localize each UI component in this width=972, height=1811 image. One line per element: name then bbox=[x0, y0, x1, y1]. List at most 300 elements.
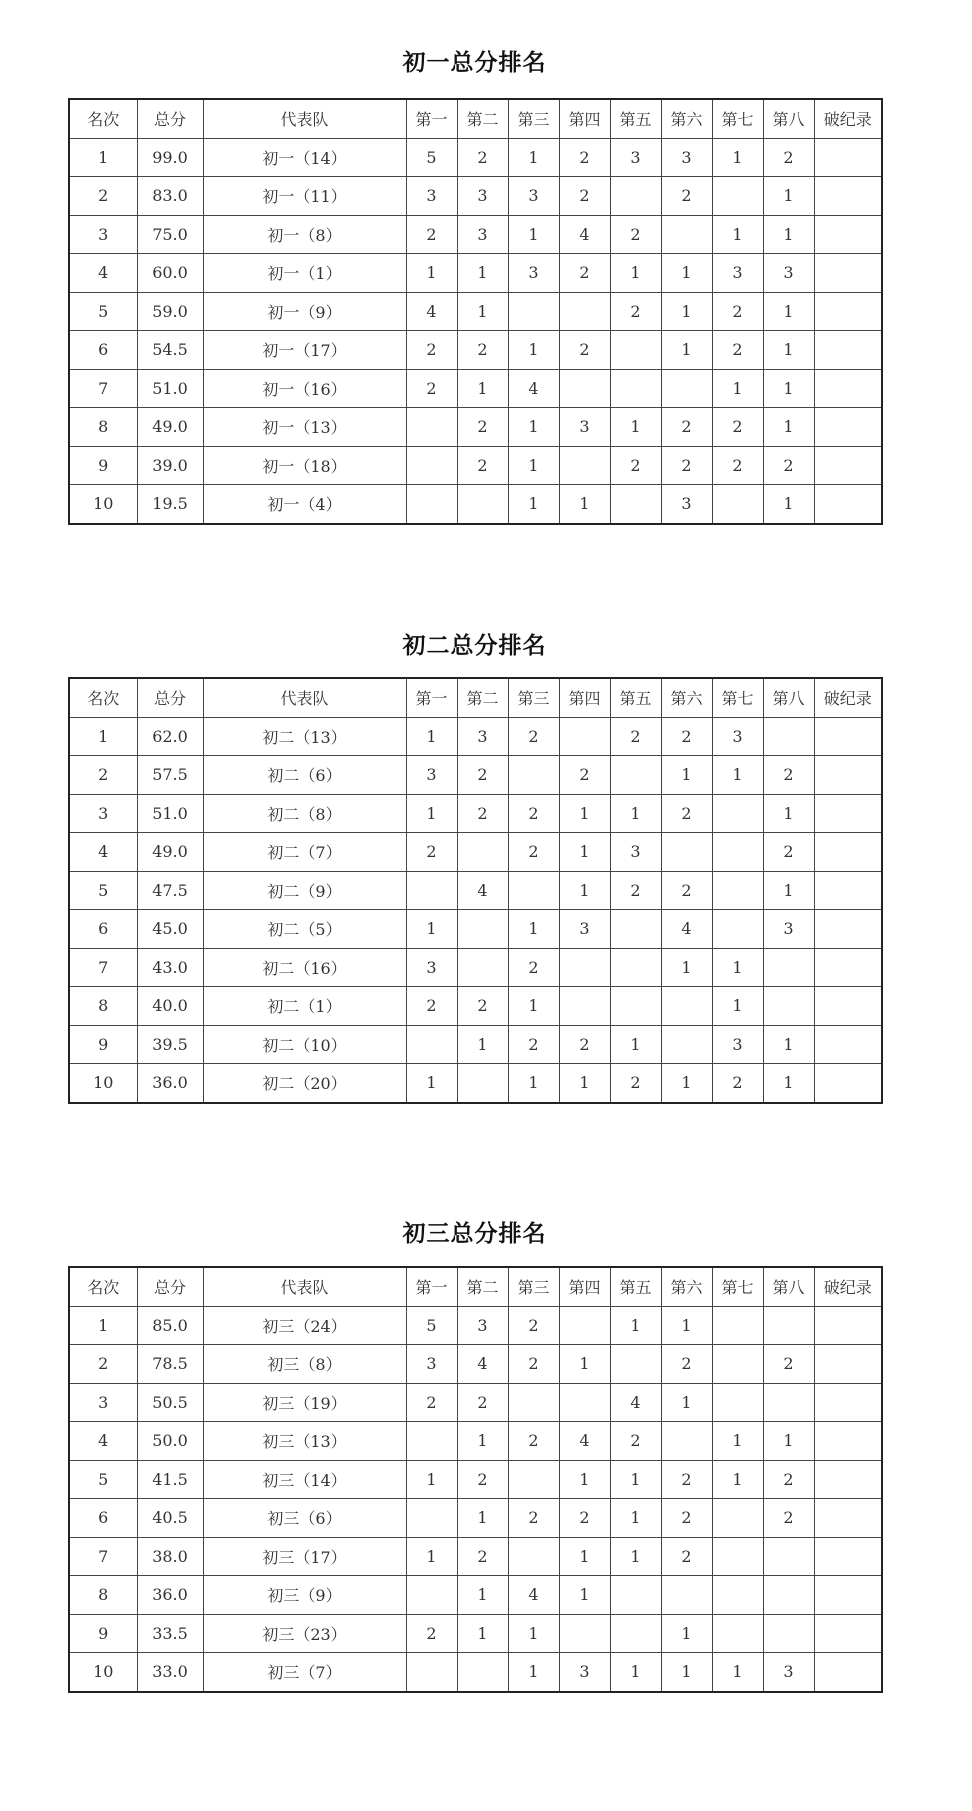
cell-place-7: 2 bbox=[712, 408, 763, 447]
cell-record-broken bbox=[814, 292, 882, 331]
cell-record-broken bbox=[814, 485, 882, 524]
cell-place-5: 2 bbox=[610, 1064, 661, 1103]
header-row bbox=[69, 678, 882, 717]
cell-total-score: 60.0 bbox=[137, 254, 203, 293]
header-place-8: 第八 bbox=[763, 1267, 814, 1306]
cell-total-score: 51.0 bbox=[137, 369, 203, 408]
cell-place-7 bbox=[712, 1614, 763, 1653]
table-row bbox=[69, 833, 882, 872]
cell-record-broken bbox=[814, 1422, 882, 1461]
cell-place-3 bbox=[508, 1460, 559, 1499]
cell-total-score: 99.0 bbox=[137, 138, 203, 177]
cell-place-5: 4 bbox=[610, 1383, 661, 1422]
cell-team: 初一（1） bbox=[203, 254, 406, 293]
cell-team: 初一（11） bbox=[203, 177, 406, 216]
cell-place-8: 1 bbox=[763, 794, 814, 833]
cell-total-score: 41.5 bbox=[137, 1460, 203, 1499]
cell-place-8: 1 bbox=[763, 485, 814, 524]
grade2-title: 初二总分排名 bbox=[402, 632, 547, 659]
cell-place-7: 1 bbox=[712, 138, 763, 177]
header-total-score: 总分 bbox=[137, 1267, 203, 1306]
cell-total-score: 54.5 bbox=[137, 331, 203, 370]
cell-place-5: 1 bbox=[610, 1537, 661, 1576]
cell-place-5: 2 bbox=[610, 1422, 661, 1461]
cell-place-2 bbox=[457, 1064, 508, 1103]
cell-place-2: 1 bbox=[457, 1614, 508, 1653]
cell-place-4 bbox=[559, 369, 610, 408]
cell-rank: 10 bbox=[69, 485, 137, 524]
cell-place-5 bbox=[610, 756, 661, 795]
cell-place-6: 1 bbox=[661, 756, 712, 795]
header-place-2: 第二 bbox=[457, 1267, 508, 1306]
cell-place-4: 1 bbox=[559, 833, 610, 872]
cell-team: 初一（4） bbox=[203, 485, 406, 524]
cell-place-3: 1 bbox=[508, 1064, 559, 1103]
table-row bbox=[69, 369, 882, 408]
header-place-4: 第四 bbox=[559, 1267, 610, 1306]
cell-team: 初三（6） bbox=[203, 1499, 406, 1538]
cell-team: 初一（13） bbox=[203, 408, 406, 447]
cell-place-1: 3 bbox=[406, 1345, 457, 1384]
header-row bbox=[69, 1267, 882, 1306]
cell-record-broken bbox=[814, 408, 882, 447]
cell-place-3: 2 bbox=[508, 794, 559, 833]
cell-place-5: 1 bbox=[610, 794, 661, 833]
cell-place-1: 1 bbox=[406, 1460, 457, 1499]
cell-place-2: 3 bbox=[457, 717, 508, 756]
cell-rank: 3 bbox=[69, 215, 137, 254]
cell-record-broken bbox=[814, 833, 882, 872]
cell-total-score: 85.0 bbox=[137, 1306, 203, 1345]
cell-place-8: 2 bbox=[763, 756, 814, 795]
cell-record-broken bbox=[814, 717, 882, 756]
cell-place-4 bbox=[559, 292, 610, 331]
table-row bbox=[69, 910, 882, 949]
cell-rank: 6 bbox=[69, 331, 137, 370]
header-place-6: 第六 bbox=[661, 1267, 712, 1306]
cell-rank: 3 bbox=[69, 1383, 137, 1422]
cell-rank: 8 bbox=[69, 987, 137, 1026]
header-place-5: 第五 bbox=[610, 1267, 661, 1306]
header-place-3: 第三 bbox=[508, 99, 559, 138]
cell-rank: 3 bbox=[69, 794, 137, 833]
cell-place-8 bbox=[763, 987, 814, 1026]
cell-rank: 2 bbox=[69, 177, 137, 216]
table-row bbox=[69, 138, 882, 177]
cell-team: 初三（7） bbox=[203, 1653, 406, 1692]
cell-place-6 bbox=[661, 833, 712, 872]
cell-rank: 1 bbox=[69, 1306, 137, 1345]
cell-place-6: 1 bbox=[661, 292, 712, 331]
cell-place-8: 3 bbox=[763, 910, 814, 949]
cell-team: 初一（9） bbox=[203, 292, 406, 331]
table-row bbox=[69, 948, 882, 987]
table-row bbox=[69, 177, 882, 216]
cell-place-2: 2 bbox=[457, 1383, 508, 1422]
table-row bbox=[69, 446, 882, 485]
cell-place-2: 2 bbox=[457, 331, 508, 370]
cell-place-7: 1 bbox=[712, 215, 763, 254]
cell-place-3: 3 bbox=[508, 177, 559, 216]
table-row bbox=[69, 1460, 882, 1499]
cell-place-4: 3 bbox=[559, 1653, 610, 1692]
cell-team: 初二（5） bbox=[203, 910, 406, 949]
cell-place-7 bbox=[712, 177, 763, 216]
cell-place-7: 1 bbox=[712, 987, 763, 1026]
cell-place-2: 2 bbox=[457, 408, 508, 447]
cell-record-broken bbox=[814, 1576, 882, 1615]
cell-place-4: 1 bbox=[559, 1576, 610, 1615]
cell-place-1 bbox=[406, 871, 457, 910]
cell-place-6: 1 bbox=[661, 948, 712, 987]
cell-place-8: 1 bbox=[763, 215, 814, 254]
table-row bbox=[69, 215, 882, 254]
cell-place-1: 2 bbox=[406, 369, 457, 408]
cell-record-broken bbox=[814, 1460, 882, 1499]
header-record-broken: 破纪录 bbox=[814, 99, 882, 138]
header-rank: 名次 bbox=[69, 678, 137, 717]
cell-rank: 1 bbox=[69, 138, 137, 177]
cell-team: 初二（16） bbox=[203, 948, 406, 987]
cell-place-8: 1 bbox=[763, 292, 814, 331]
cell-total-score: 59.0 bbox=[137, 292, 203, 331]
table-row bbox=[69, 756, 882, 795]
header-place-3: 第三 bbox=[508, 678, 559, 717]
cell-place-7 bbox=[712, 910, 763, 949]
cell-place-2 bbox=[457, 1653, 508, 1692]
cell-place-4 bbox=[559, 987, 610, 1026]
cell-record-broken bbox=[814, 756, 882, 795]
cell-place-5: 2 bbox=[610, 871, 661, 910]
cell-place-1: 1 bbox=[406, 910, 457, 949]
header-record-broken: 破纪录 bbox=[814, 1267, 882, 1306]
cell-place-8: 1 bbox=[763, 1422, 814, 1461]
cell-record-broken bbox=[814, 1499, 882, 1538]
cell-place-7 bbox=[712, 833, 763, 872]
cell-place-3 bbox=[508, 292, 559, 331]
cell-place-7 bbox=[712, 1499, 763, 1538]
cell-place-8 bbox=[763, 1537, 814, 1576]
cell-place-2: 2 bbox=[457, 1537, 508, 1576]
cell-place-3: 1 bbox=[508, 1653, 559, 1692]
cell-record-broken bbox=[814, 369, 882, 408]
cell-place-1: 4 bbox=[406, 292, 457, 331]
cell-place-7 bbox=[712, 1345, 763, 1384]
table-row bbox=[69, 987, 882, 1026]
cell-place-3: 2 bbox=[508, 1345, 559, 1384]
header-place-8: 第八 bbox=[763, 99, 814, 138]
cell-place-1 bbox=[406, 446, 457, 485]
header-place-1: 第一 bbox=[406, 678, 457, 717]
cell-place-7: 3 bbox=[712, 254, 763, 293]
cell-rank: 10 bbox=[69, 1064, 137, 1103]
cell-total-score: 75.0 bbox=[137, 215, 203, 254]
cell-total-score: 45.0 bbox=[137, 910, 203, 949]
cell-place-4: 1 bbox=[559, 485, 610, 524]
cell-total-score: 83.0 bbox=[137, 177, 203, 216]
cell-place-1: 3 bbox=[406, 948, 457, 987]
cell-total-score: 39.5 bbox=[137, 1025, 203, 1064]
cell-total-score: 39.0 bbox=[137, 446, 203, 485]
cell-place-4: 1 bbox=[559, 1064, 610, 1103]
cell-place-8: 2 bbox=[763, 1499, 814, 1538]
table-row bbox=[69, 254, 882, 293]
cell-place-8: 1 bbox=[763, 369, 814, 408]
cell-place-8: 2 bbox=[763, 446, 814, 485]
cell-place-3: 1 bbox=[508, 485, 559, 524]
cell-place-7: 1 bbox=[712, 948, 763, 987]
table-row bbox=[69, 1537, 882, 1576]
cell-place-2: 3 bbox=[457, 1306, 508, 1345]
cell-total-score: 78.5 bbox=[137, 1345, 203, 1384]
grade3-ranking-table bbox=[68, 1266, 883, 1693]
cell-record-broken bbox=[814, 948, 882, 987]
cell-place-3: 2 bbox=[508, 1025, 559, 1064]
cell-record-broken bbox=[814, 331, 882, 370]
cell-place-8 bbox=[763, 1383, 814, 1422]
table-row bbox=[69, 1422, 882, 1461]
cell-place-1: 3 bbox=[406, 756, 457, 795]
header-rank: 名次 bbox=[69, 99, 137, 138]
cell-team: 初二（9） bbox=[203, 871, 406, 910]
header-place-7: 第七 bbox=[712, 99, 763, 138]
header-place-5: 第五 bbox=[610, 678, 661, 717]
cell-total-score: 36.0 bbox=[137, 1064, 203, 1103]
cell-place-5: 1 bbox=[610, 1025, 661, 1064]
table-row bbox=[69, 331, 882, 370]
cell-rank: 9 bbox=[69, 1614, 137, 1653]
cell-place-6: 1 bbox=[661, 1383, 712, 1422]
cell-place-7 bbox=[712, 1537, 763, 1576]
cell-rank: 4 bbox=[69, 833, 137, 872]
cell-place-6 bbox=[661, 1025, 712, 1064]
cell-place-1: 5 bbox=[406, 138, 457, 177]
cell-total-score: 33.5 bbox=[137, 1614, 203, 1653]
cell-total-score: 19.5 bbox=[137, 485, 203, 524]
cell-place-7: 1 bbox=[712, 1653, 763, 1692]
header-place-6: 第六 bbox=[661, 678, 712, 717]
cell-place-6: 2 bbox=[661, 446, 712, 485]
cell-place-5: 1 bbox=[610, 1653, 661, 1692]
cell-team: 初三（9） bbox=[203, 1576, 406, 1615]
cell-place-4: 4 bbox=[559, 1422, 610, 1461]
cell-team: 初一（17） bbox=[203, 331, 406, 370]
cell-place-2: 1 bbox=[457, 254, 508, 293]
cell-place-7: 2 bbox=[712, 331, 763, 370]
cell-place-5 bbox=[610, 485, 661, 524]
cell-place-2: 2 bbox=[457, 138, 508, 177]
cell-rank: 7 bbox=[69, 369, 137, 408]
cell-place-8: 2 bbox=[763, 1345, 814, 1384]
cell-place-6: 2 bbox=[661, 177, 712, 216]
cell-record-broken bbox=[814, 1025, 882, 1064]
cell-total-score: 38.0 bbox=[137, 1537, 203, 1576]
cell-place-5 bbox=[610, 1614, 661, 1653]
cell-place-6: 2 bbox=[661, 1460, 712, 1499]
cell-rank: 4 bbox=[69, 254, 137, 293]
cell-place-4 bbox=[559, 1614, 610, 1653]
cell-place-1 bbox=[406, 1653, 457, 1692]
cell-place-1: 2 bbox=[406, 987, 457, 1026]
cell-team: 初三（19） bbox=[203, 1383, 406, 1422]
cell-place-5: 1 bbox=[610, 1306, 661, 1345]
cell-place-5 bbox=[610, 948, 661, 987]
cell-place-5: 1 bbox=[610, 254, 661, 293]
cell-team: 初三（8） bbox=[203, 1345, 406, 1384]
cell-place-7 bbox=[712, 1383, 763, 1422]
cell-team: 初二（1） bbox=[203, 987, 406, 1026]
cell-record-broken bbox=[814, 215, 882, 254]
cell-place-6: 2 bbox=[661, 408, 712, 447]
cell-place-5 bbox=[610, 177, 661, 216]
header-total-score: 总分 bbox=[137, 678, 203, 717]
cell-place-7 bbox=[712, 794, 763, 833]
cell-total-score: 57.5 bbox=[137, 756, 203, 795]
header-rank: 名次 bbox=[69, 1267, 137, 1306]
cell-team: 初三（17） bbox=[203, 1537, 406, 1576]
cell-total-score: 43.0 bbox=[137, 948, 203, 987]
table-row bbox=[69, 1383, 882, 1422]
cell-place-7: 1 bbox=[712, 369, 763, 408]
cell-rank: 4 bbox=[69, 1422, 137, 1461]
cell-place-5 bbox=[610, 1345, 661, 1384]
table-row bbox=[69, 408, 882, 447]
cell-place-6: 2 bbox=[661, 1499, 712, 1538]
cell-place-8 bbox=[763, 948, 814, 987]
cell-team: 初一（8） bbox=[203, 215, 406, 254]
cell-place-4: 1 bbox=[559, 1345, 610, 1384]
cell-place-8: 1 bbox=[763, 1064, 814, 1103]
cell-place-3: 2 bbox=[508, 717, 559, 756]
cell-place-1: 1 bbox=[406, 794, 457, 833]
cell-place-6: 2 bbox=[661, 1345, 712, 1384]
cell-team: 初三（24） bbox=[203, 1306, 406, 1345]
cell-place-6: 4 bbox=[661, 910, 712, 949]
cell-place-3: 2 bbox=[508, 833, 559, 872]
cell-place-2: 2 bbox=[457, 987, 508, 1026]
cell-place-3: 4 bbox=[508, 1576, 559, 1615]
header-place-6: 第六 bbox=[661, 99, 712, 138]
cell-rank: 8 bbox=[69, 1576, 137, 1615]
cell-team: 初一（18） bbox=[203, 446, 406, 485]
grade1-title: 初一总分排名 bbox=[402, 49, 547, 76]
cell-total-score: 33.0 bbox=[137, 1653, 203, 1692]
cell-place-5: 2 bbox=[610, 215, 661, 254]
header-place-2: 第二 bbox=[457, 678, 508, 717]
cell-place-7: 3 bbox=[712, 1025, 763, 1064]
cell-place-7 bbox=[712, 1576, 763, 1615]
cell-place-8: 1 bbox=[763, 871, 814, 910]
cell-rank: 10 bbox=[69, 1653, 137, 1692]
cell-place-6: 2 bbox=[661, 871, 712, 910]
grade3-title: 初三总分排名 bbox=[402, 1220, 547, 1247]
cell-place-7 bbox=[712, 871, 763, 910]
cell-place-3 bbox=[508, 1383, 559, 1422]
cell-total-score: 49.0 bbox=[137, 408, 203, 447]
cell-place-8 bbox=[763, 1576, 814, 1615]
cell-place-7: 3 bbox=[712, 717, 763, 756]
cell-team: 初一（16） bbox=[203, 369, 406, 408]
header-row bbox=[69, 99, 882, 138]
cell-place-4: 2 bbox=[559, 138, 610, 177]
cell-total-score: 36.0 bbox=[137, 1576, 203, 1615]
cell-place-5: 1 bbox=[610, 408, 661, 447]
cell-place-2: 1 bbox=[457, 369, 508, 408]
cell-team: 初三（23） bbox=[203, 1614, 406, 1653]
header-place-2: 第二 bbox=[457, 99, 508, 138]
table-row bbox=[69, 485, 882, 524]
cell-place-4 bbox=[559, 1383, 610, 1422]
cell-place-8: 2 bbox=[763, 1460, 814, 1499]
cell-team: 初二（20） bbox=[203, 1064, 406, 1103]
cell-place-6 bbox=[661, 369, 712, 408]
cell-place-8: 1 bbox=[763, 331, 814, 370]
cell-record-broken bbox=[814, 871, 882, 910]
cell-place-4: 2 bbox=[559, 1499, 610, 1538]
cell-place-1: 2 bbox=[406, 1383, 457, 1422]
cell-rank: 7 bbox=[69, 948, 137, 987]
cell-place-4: 1 bbox=[559, 794, 610, 833]
cell-team: 初二（7） bbox=[203, 833, 406, 872]
cell-record-broken bbox=[814, 177, 882, 216]
cell-place-1: 3 bbox=[406, 177, 457, 216]
cell-total-score: 51.0 bbox=[137, 794, 203, 833]
cell-place-1 bbox=[406, 1422, 457, 1461]
cell-place-8: 1 bbox=[763, 177, 814, 216]
cell-place-5: 2 bbox=[610, 717, 661, 756]
cell-place-3: 2 bbox=[508, 1306, 559, 1345]
cell-place-5 bbox=[610, 369, 661, 408]
grade1-ranking-table bbox=[68, 98, 883, 525]
cell-team: 初三（14） bbox=[203, 1460, 406, 1499]
cell-place-7 bbox=[712, 485, 763, 524]
cell-place-8: 1 bbox=[763, 1025, 814, 1064]
cell-place-7: 2 bbox=[712, 292, 763, 331]
cell-place-2 bbox=[457, 910, 508, 949]
cell-team: 初三（13） bbox=[203, 1422, 406, 1461]
header-place-5: 第五 bbox=[610, 99, 661, 138]
cell-place-5: 2 bbox=[610, 292, 661, 331]
table-row bbox=[69, 794, 882, 833]
cell-place-2: 4 bbox=[457, 1345, 508, 1384]
cell-place-8: 2 bbox=[763, 833, 814, 872]
cell-place-1: 2 bbox=[406, 1614, 457, 1653]
cell-place-6 bbox=[661, 1422, 712, 1461]
table-row bbox=[69, 292, 882, 331]
cell-place-4: 3 bbox=[559, 910, 610, 949]
cell-place-4: 2 bbox=[559, 1025, 610, 1064]
cell-place-3: 4 bbox=[508, 369, 559, 408]
cell-place-4 bbox=[559, 948, 610, 987]
cell-record-broken bbox=[814, 1653, 882, 1692]
table-row bbox=[69, 1064, 882, 1103]
cell-team: 初一（14） bbox=[203, 138, 406, 177]
cell-place-4: 2 bbox=[559, 254, 610, 293]
cell-place-2: 2 bbox=[457, 1460, 508, 1499]
cell-place-7: 2 bbox=[712, 1064, 763, 1103]
cell-rank: 5 bbox=[69, 1460, 137, 1499]
cell-place-1: 1 bbox=[406, 717, 457, 756]
cell-record-broken bbox=[814, 1064, 882, 1103]
cell-record-broken bbox=[814, 1614, 882, 1653]
cell-place-1: 5 bbox=[406, 1306, 457, 1345]
cell-place-3: 3 bbox=[508, 254, 559, 293]
cell-total-score: 40.5 bbox=[137, 1499, 203, 1538]
table-row bbox=[69, 1576, 882, 1615]
cell-place-8 bbox=[763, 717, 814, 756]
header-place-1: 第一 bbox=[406, 1267, 457, 1306]
header-place-4: 第四 bbox=[559, 678, 610, 717]
